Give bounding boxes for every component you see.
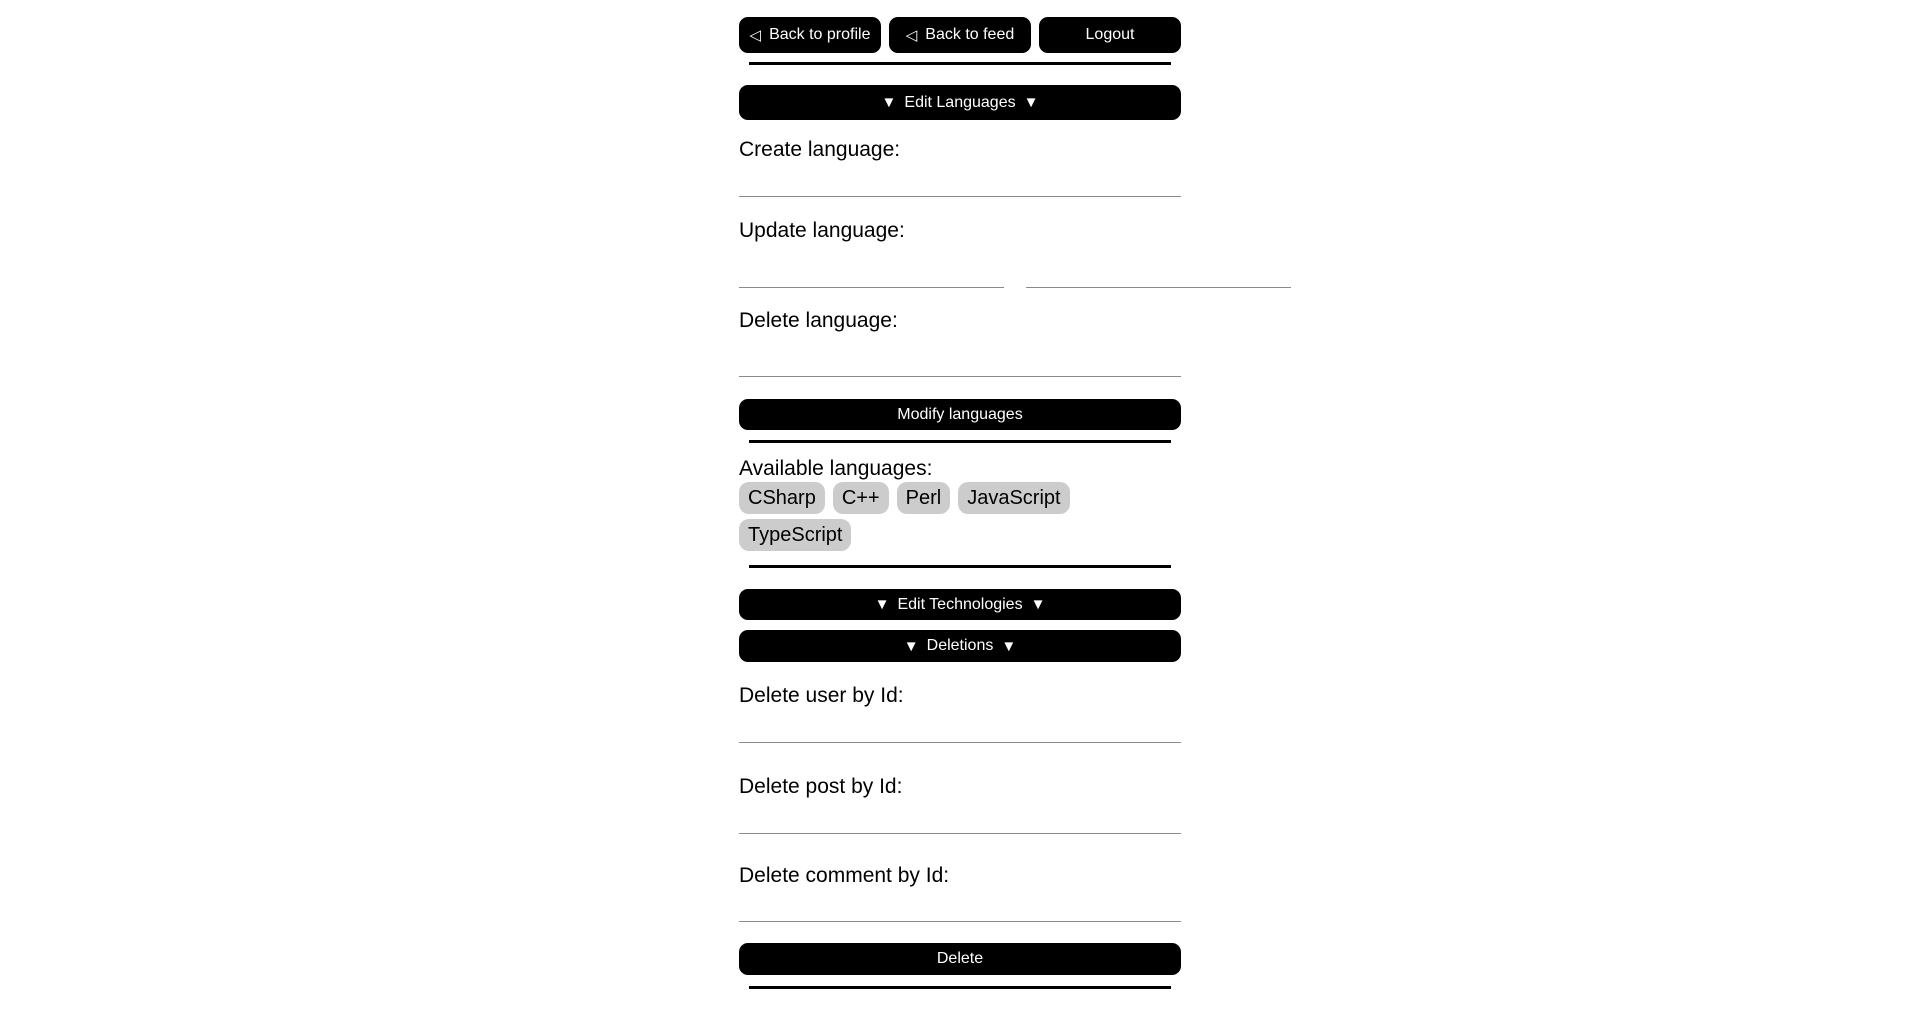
delete-post-label: Delete post by Id:: [739, 775, 903, 798]
logout-button[interactable]: [1039, 17, 1181, 53]
admin-panel: [739, 0, 1181, 989]
language-tag: JavaScript: [958, 482, 1069, 514]
back-to-profile-label: Back to profile: [769, 26, 871, 43]
language-tag: CSharp: [739, 482, 825, 514]
caret-down-icon: ▼: [1023, 94, 1039, 111]
delete-user-id-input[interactable]: [739, 708, 1181, 743]
delete-comment-id-input[interactable]: [739, 888, 1181, 922]
deletions-toggle[interactable]: [739, 630, 1181, 662]
edit-languages-toggle-label: Edit Languages: [904, 93, 1016, 111]
modify-languages-button[interactable]: [739, 399, 1181, 430]
divider: [749, 986, 1171, 989]
back-to-feed-label: Back to feed: [925, 26, 1015, 43]
delete-post-id-input[interactable]: [739, 799, 1181, 834]
deletions-toggle-label: Deletions: [926, 637, 994, 654]
back-to-profile-button[interactable]: [739, 17, 881, 53]
language-tag: TypeScript: [739, 519, 851, 551]
caret-down-icon: ▼: [903, 637, 919, 655]
language-tag: C++: [833, 482, 889, 514]
top-button-row: [739, 17, 1181, 53]
update-language-old-input[interactable]: [739, 243, 1004, 288]
back-to-feed-button[interactable]: [889, 17, 1031, 53]
divider: [749, 440, 1171, 443]
language-tag-list: [739, 482, 1181, 551]
divider: [749, 62, 1171, 65]
delete-user-label: Delete user by Id:: [739, 684, 904, 707]
caret-down-icon: ▼: [881, 94, 897, 111]
available-languages-label: Available languages:: [739, 457, 933, 480]
create-language-input[interactable]: [739, 162, 1181, 197]
delete-button[interactable]: [739, 943, 1181, 975]
delete-language-input[interactable]: [739, 333, 1181, 377]
caret-down-icon: ▼: [874, 596, 890, 613]
back-arrow-icon: ◁: [905, 26, 918, 44]
edit-technologies-toggle[interactable]: [739, 589, 1181, 620]
update-language-new-input[interactable]: [1026, 243, 1291, 288]
delete-language-label: Delete language:: [739, 309, 898, 332]
caret-down-icon: ▼: [1030, 596, 1046, 613]
modify-languages-label: Modify languages: [897, 405, 1023, 423]
update-language-inputs: [739, 243, 1181, 288]
delete-button-label: Delete: [936, 950, 984, 967]
edit-languages-toggle[interactable]: [739, 85, 1181, 120]
caret-down-icon: ▼: [1001, 637, 1017, 655]
language-tag: Perl: [897, 482, 951, 514]
divider: [749, 565, 1171, 568]
update-language-label: Update language:: [739, 219, 905, 242]
logout-label: Logout: [1085, 26, 1135, 43]
back-arrow-icon: ◁: [749, 26, 762, 44]
delete-comment-label: Delete comment by Id:: [739, 864, 950, 887]
create-language-label: Create language:: [739, 138, 901, 161]
edit-technologies-toggle-label: Edit Technologies: [897, 595, 1023, 613]
